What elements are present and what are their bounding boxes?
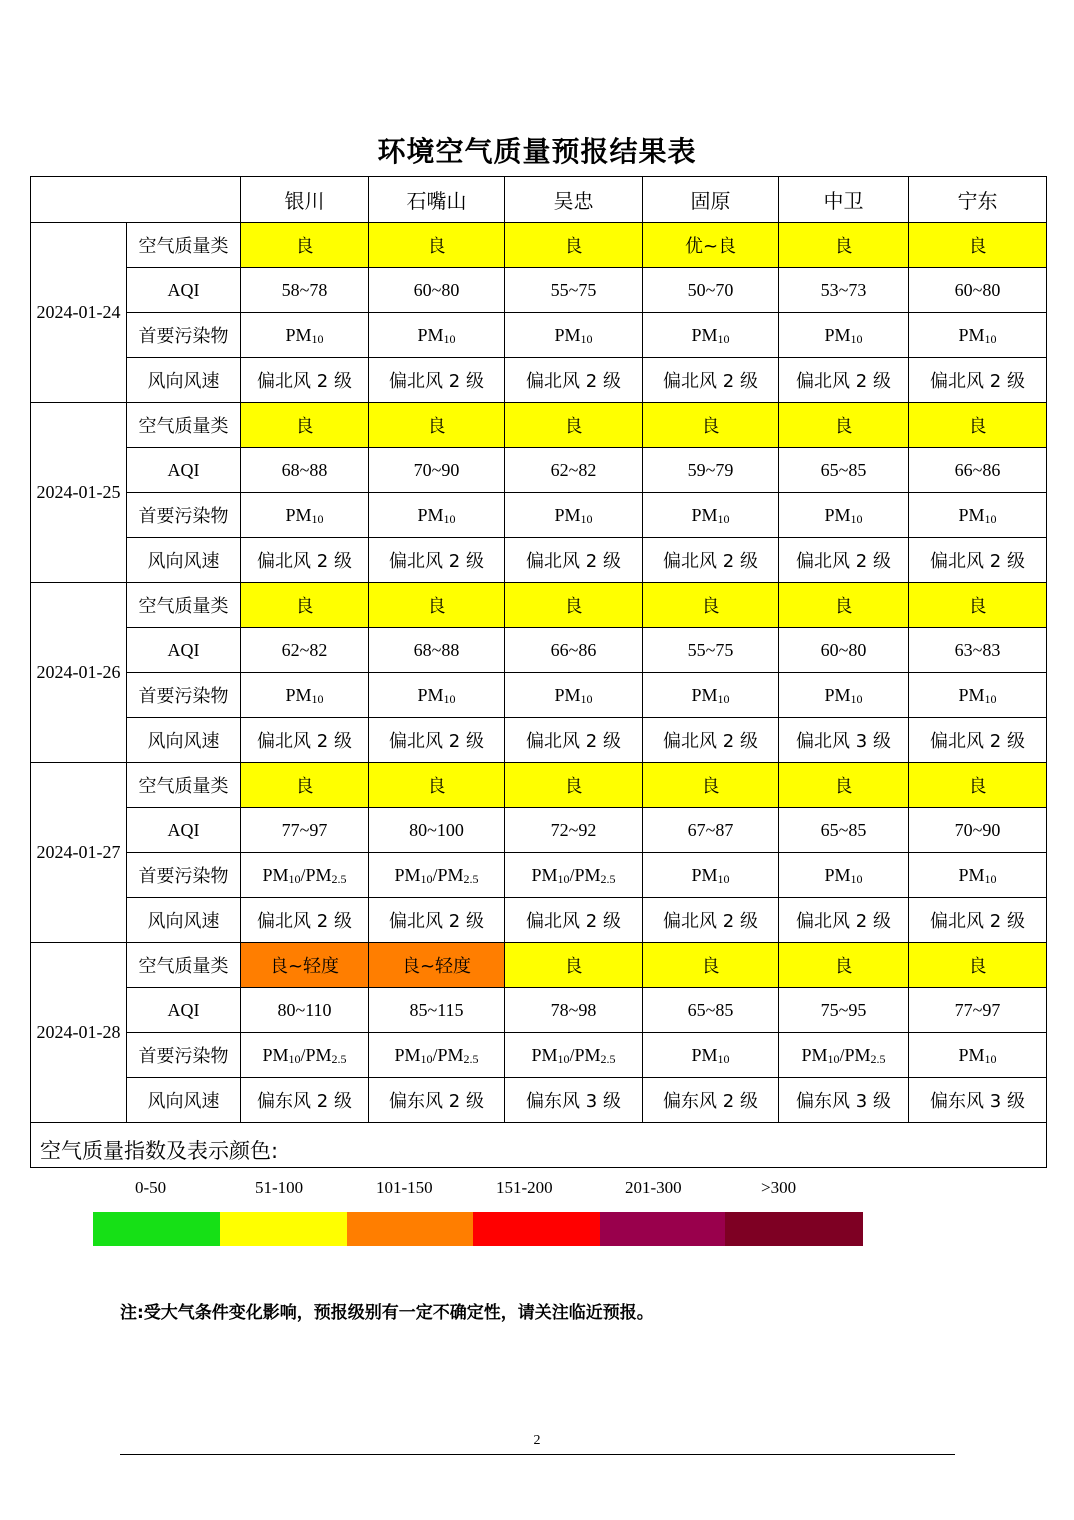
aqi-cell: 68~88 xyxy=(241,448,369,493)
aqi-cell: 70~90 xyxy=(909,808,1047,853)
quality-cell: 良 xyxy=(241,583,369,628)
pollutant-cell: $PM_{10}$ xyxy=(909,313,1047,358)
aqi-cell: 60~80 xyxy=(909,268,1047,313)
legend-range-label: 201-300 xyxy=(625,1178,682,1197)
legend-range-label: 151-200 xyxy=(496,1178,553,1197)
pollutant-cell: $PM_{10}$ xyxy=(779,853,909,898)
aqi-cell: 65~85 xyxy=(779,448,909,493)
row-label-pollutant: 首要污染物 xyxy=(127,673,241,718)
city-header: 银川 xyxy=(241,177,369,223)
table-row xyxy=(31,988,1047,1033)
aqi-cell: 50~70 xyxy=(643,268,779,313)
legend-color-swatch xyxy=(347,1212,473,1246)
wind-cell: 偏北风 2 级 xyxy=(369,718,505,763)
table-row xyxy=(31,673,1047,718)
quality-cell: 良 xyxy=(779,763,909,808)
quality-cell: 良 xyxy=(505,583,643,628)
wind-cell: 偏东风 2 级 xyxy=(643,1078,779,1123)
pollutant-cell: $PM_{10}$ xyxy=(505,493,643,538)
aqi-cell: 70~90 xyxy=(369,448,505,493)
quality-cell: 良 xyxy=(369,763,505,808)
wind-cell: 偏北风 2 级 xyxy=(643,718,779,763)
table-row xyxy=(31,943,1047,988)
pollutant-cell: $PM_{10}$ xyxy=(241,313,369,358)
pollutant-cell: $PM_{10}$ xyxy=(369,493,505,538)
wind-cell: 偏北风 2 级 xyxy=(909,538,1047,583)
city-header: 中卫 xyxy=(779,177,909,223)
wind-cell: 偏东风 2 级 xyxy=(241,1078,369,1123)
table-row xyxy=(31,1033,1047,1078)
pollutant-cell: $PM_{10}/PM_{2.5}$ xyxy=(779,1033,909,1078)
pollutant-cell: $PM_{10}$ xyxy=(241,673,369,718)
forecast-table xyxy=(30,176,1047,1197)
pollutant-cell: $PM_{10}$ xyxy=(643,1033,779,1078)
wind-cell: 偏东风 3 级 xyxy=(779,1078,909,1123)
row-label-aqi: AQI xyxy=(127,628,241,673)
wind-cell: 偏北风 3 级 xyxy=(779,718,909,763)
row-label-wind: 风向风速 xyxy=(127,538,241,583)
quality-cell: 良 xyxy=(505,223,643,268)
pollutant-cell: $PM_{10}$ xyxy=(505,313,643,358)
legend-range-label: 101-150 xyxy=(376,1178,433,1197)
wind-cell: 偏北风 2 级 xyxy=(505,898,643,943)
aqi-cell: 65~85 xyxy=(643,988,779,1033)
city-header: 石嘴山 xyxy=(369,177,505,223)
row-label-aqi: AQI xyxy=(127,268,241,313)
wind-cell: 偏北风 2 级 xyxy=(505,718,643,763)
row-label-pollutant: 首要污染物 xyxy=(127,493,241,538)
row-label-wind: 风向风速 xyxy=(127,1078,241,1123)
pollutant-cell: $PM_{10}$ xyxy=(779,493,909,538)
wind-cell: 偏北风 2 级 xyxy=(241,538,369,583)
legend-color-swatch xyxy=(725,1212,863,1246)
quality-cell: 良 xyxy=(643,583,779,628)
quality-cell: 良~轻度 xyxy=(369,943,505,988)
quality-cell: 良 xyxy=(505,943,643,988)
aqi-cell: 55~75 xyxy=(505,268,643,313)
corner-cell xyxy=(31,177,241,223)
legend-range-label: 51-100 xyxy=(255,1178,304,1197)
legend-color-swatch xyxy=(473,1212,600,1246)
table-row xyxy=(31,223,1047,268)
wind-cell: 偏北风 2 级 xyxy=(241,718,369,763)
aqi-cell: 78~98 xyxy=(505,988,643,1033)
wind-cell: 偏北风 2 级 xyxy=(643,898,779,943)
pollutant-cell: $PM_{10}$ xyxy=(909,493,1047,538)
quality-cell: 良 xyxy=(505,763,643,808)
legend-section xyxy=(31,1123,1047,1197)
table-row xyxy=(31,808,1047,853)
table-row xyxy=(31,358,1047,403)
wind-cell: 偏北风 2 级 xyxy=(643,538,779,583)
pollutant-cell: $PM_{10}/PM_{2.5}$ xyxy=(369,1033,505,1078)
wind-cell: 偏北风 2 级 xyxy=(369,358,505,403)
aqi-cell: 85~115 xyxy=(369,988,505,1033)
pollutant-cell: $PM_{10}/PM_{2.5}$ xyxy=(369,853,505,898)
aqi-cell: 53~73 xyxy=(779,268,909,313)
quality-cell: 良 xyxy=(779,403,909,448)
table-row xyxy=(31,628,1047,673)
row-label-wind: 风向风速 xyxy=(127,718,241,763)
quality-cell: 良~轻度 xyxy=(241,943,369,988)
header-row xyxy=(31,177,1047,223)
wind-cell: 偏北风 2 级 xyxy=(241,358,369,403)
aqi-cell: 63~83 xyxy=(909,628,1047,673)
wind-cell: 偏北风 2 级 xyxy=(643,358,779,403)
date-cell: 2024-01-27 xyxy=(31,763,127,943)
row-label-quality: 空气质量类 xyxy=(127,403,241,448)
quality-cell: 良 xyxy=(909,583,1047,628)
table-row xyxy=(31,403,1047,448)
pollutant-cell: $PM_{10}/PM_{2.5}$ xyxy=(505,853,643,898)
date-cell: 2024-01-28 xyxy=(31,943,127,1123)
pollutant-cell: $PM_{10}$ xyxy=(369,313,505,358)
pollutant-cell: $PM_{10}$ xyxy=(505,673,643,718)
quality-cell: 良 xyxy=(241,763,369,808)
aqi-cell: 62~82 xyxy=(241,628,369,673)
pollutant-cell: $PM_{10}$ xyxy=(909,673,1047,718)
aqi-cell: 77~97 xyxy=(241,808,369,853)
pollutant-cell: $PM_{10}$ xyxy=(241,493,369,538)
table-row xyxy=(31,313,1047,358)
aqi-cell: 80~100 xyxy=(369,808,505,853)
wind-cell: 偏北风 2 级 xyxy=(369,898,505,943)
quality-cell: 良 xyxy=(909,763,1047,808)
quality-cell: 良 xyxy=(779,943,909,988)
date-cell: 2024-01-25 xyxy=(31,403,127,583)
table-row xyxy=(31,268,1047,313)
footer-rule xyxy=(120,1454,955,1455)
pollutant-cell: $PM_{10}$ xyxy=(909,1033,1047,1078)
row-label-pollutant: 首要污染物 xyxy=(127,1033,241,1078)
aqi-cell: 66~86 xyxy=(505,628,643,673)
table-row xyxy=(31,718,1047,763)
wind-cell: 偏北风 2 级 xyxy=(779,358,909,403)
aqi-cell: 67~87 xyxy=(643,808,779,853)
table-row xyxy=(31,853,1047,898)
wind-cell: 偏东风 3 级 xyxy=(909,1078,1047,1123)
aqi-cell: 60~80 xyxy=(369,268,505,313)
page-title: 环境空气质量预报结果表 xyxy=(377,135,697,168)
table-row xyxy=(31,583,1047,628)
row-label-aqi: AQI xyxy=(127,448,241,493)
wind-cell: 偏北风 2 级 xyxy=(505,538,643,583)
aqi-cell: 75~95 xyxy=(779,988,909,1033)
row-label-wind: 风向风速 xyxy=(127,898,241,943)
quality-cell: 良 xyxy=(643,403,779,448)
row-label-quality: 空气质量类 xyxy=(127,583,241,628)
pollutant-cell: $PM_{10}$ xyxy=(643,673,779,718)
quality-cell: 优~良 xyxy=(643,223,779,268)
aqi-cell: 65~85 xyxy=(779,808,909,853)
legend-row xyxy=(31,1123,1047,1168)
pollutant-cell: $PM_{10}/PM_{2.5}$ xyxy=(505,1033,643,1078)
pollutant-cell: $PM_{10}/PM_{2.5}$ xyxy=(241,853,369,898)
wind-cell: 偏北风 2 级 xyxy=(505,358,643,403)
pollutant-cell: $PM_{10}$ xyxy=(643,493,779,538)
row-label-aqi: AQI xyxy=(127,808,241,853)
aqi-cell: 62~82 xyxy=(505,448,643,493)
pollutant-cell: $PM_{10}$ xyxy=(369,673,505,718)
table-row xyxy=(31,448,1047,493)
date-cell: 2024-01-24 xyxy=(31,223,127,403)
row-label-quality: 空气质量类 xyxy=(127,943,241,988)
pollutant-cell: $PM_{10}$ xyxy=(643,853,779,898)
city-header: 吴忠 xyxy=(505,177,643,223)
wind-cell: 偏北风 2 级 xyxy=(909,718,1047,763)
quality-cell: 良 xyxy=(779,583,909,628)
row-label-quality: 空气质量类 xyxy=(127,763,241,808)
aqi-cell: 60~80 xyxy=(779,628,909,673)
quality-cell: 良 xyxy=(643,763,779,808)
legend-color-swatch xyxy=(600,1212,725,1246)
wind-cell: 偏北风 2 级 xyxy=(369,538,505,583)
quality-cell: 良 xyxy=(369,583,505,628)
aqi-cell: 58~78 xyxy=(241,268,369,313)
row-label-pollutant: 首要污染物 xyxy=(127,853,241,898)
legend-color-swatch xyxy=(220,1212,347,1246)
aqi-cell: 80~110 xyxy=(241,988,369,1033)
wind-cell: 偏北风 2 级 xyxy=(909,358,1047,403)
aqi-cell: 66~86 xyxy=(909,448,1047,493)
pollutant-cell: $PM_{10}/PM_{2.5}$ xyxy=(241,1033,369,1078)
quality-cell: 良 xyxy=(369,403,505,448)
row-label-quality: 空气质量类 xyxy=(127,223,241,268)
wind-cell: 偏北风 2 级 xyxy=(779,538,909,583)
date-cell: 2024-01-26 xyxy=(31,583,127,763)
pollutant-cell: $PM_{10}$ xyxy=(779,313,909,358)
legend-range-label: 0-50 xyxy=(135,1178,167,1197)
city-header: 宁东 xyxy=(909,177,1047,223)
row-label-aqi: AQI xyxy=(127,988,241,1033)
wind-cell: 偏北风 2 级 xyxy=(909,898,1047,943)
table-row xyxy=(31,493,1047,538)
aqi-cell: 55~75 xyxy=(643,628,779,673)
table-row xyxy=(31,898,1047,943)
quality-cell: 良 xyxy=(643,943,779,988)
note-text: 注:受大气条件变化影响，预报级别有一定不确定性，请关注临近预报。 xyxy=(120,1303,654,1323)
wind-cell: 偏北风 2 级 xyxy=(779,898,909,943)
quality-cell: 良 xyxy=(909,403,1047,448)
city-header: 固原 xyxy=(643,177,779,223)
wind-cell: 偏东风 2 级 xyxy=(369,1078,505,1123)
pollutant-cell: $PM_{10}$ xyxy=(779,673,909,718)
wind-cell: 偏东风 3 级 xyxy=(505,1078,643,1123)
pollutant-cell: $PM_{10}$ xyxy=(643,313,779,358)
page-number: 2 xyxy=(533,1433,541,1448)
aqi-cell: 68~88 xyxy=(369,628,505,673)
table-row xyxy=(31,763,1047,808)
quality-cell: 良 xyxy=(779,223,909,268)
row-label-pollutant: 首要污染物 xyxy=(127,313,241,358)
quality-cell: 良 xyxy=(909,223,1047,268)
quality-cell: 良 xyxy=(909,943,1047,988)
pollutant-cell: $PM_{10}$ xyxy=(909,853,1047,898)
aqi-cell: 59~79 xyxy=(643,448,779,493)
legend-range-label: >300 xyxy=(761,1178,797,1197)
legend-title: 空气质量指数及表示颜色: xyxy=(40,1139,279,1163)
quality-cell: 良 xyxy=(369,223,505,268)
quality-cell: 良 xyxy=(241,403,369,448)
aqi-cell: 72~92 xyxy=(505,808,643,853)
table-row xyxy=(31,1078,1047,1123)
table-row xyxy=(31,538,1047,583)
row-label-wind: 风向风速 xyxy=(127,358,241,403)
quality-cell: 良 xyxy=(505,403,643,448)
aqi-cell: 77~97 xyxy=(909,988,1047,1033)
legend-color-swatch xyxy=(93,1212,220,1246)
wind-cell: 偏北风 2 级 xyxy=(241,898,369,943)
quality-cell: 良 xyxy=(241,223,369,268)
